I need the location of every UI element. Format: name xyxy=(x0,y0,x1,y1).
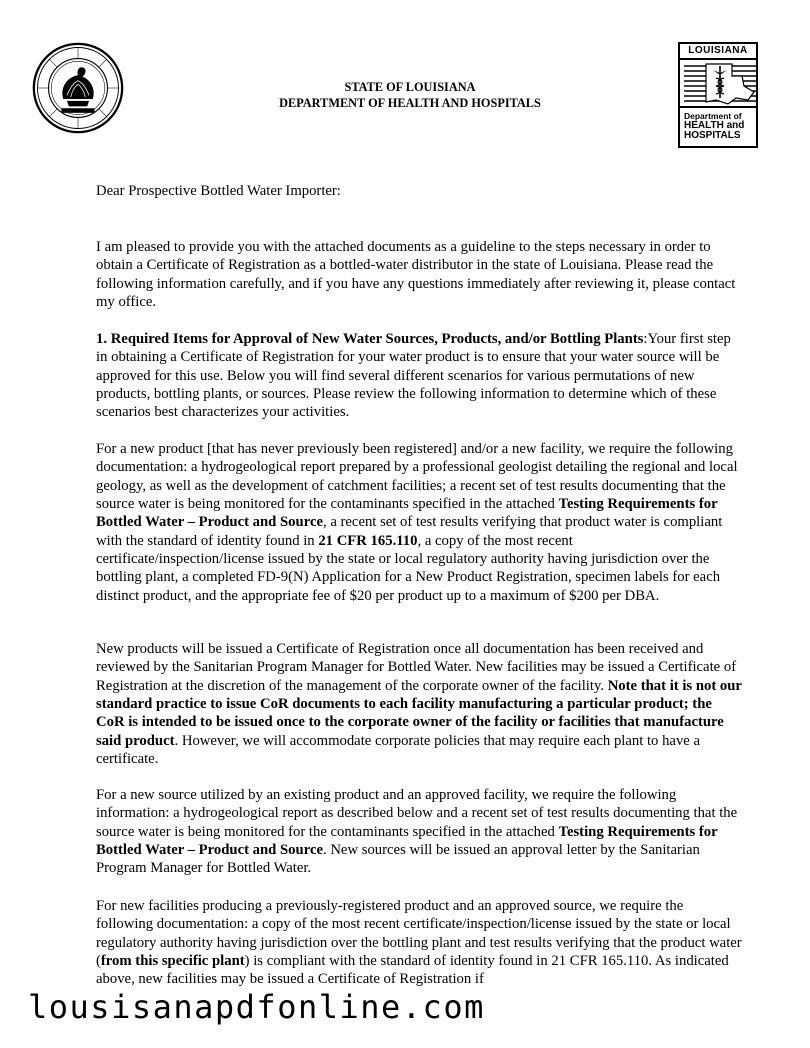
letterhead xyxy=(130,80,690,111)
intro-text: I am pleased to provide you with the attached documents as a guideline to the steps necessary in order to obtain a Certificate of Registration as a bottled-water distributor in the state of Louisiana. Please read the following information carefully, and if you have any questions immediately after reviewing it, please contact my office. xyxy=(96,239,736,311)
salutation xyxy=(96,182,744,200)
section-1-text: :Your first step in obtaining a Certificate of Registration for your water product is to ensure that your water source will be approved for this use. Below you will find several different scenarios for various permutations of new products, bottling plants, or sources. Please review the following information to determine which of these scenarios best characterizes your activities. xyxy=(96,331,731,421)
cor-practice-note: Note that it is not our standard practice to issue CoR documents to each facility manufacturing a particular product; the CoR is intended to be issued once to the corporate owner of the facility or facilities that manufacture said product xyxy=(96,677,742,749)
issuance-text-2: . However, we will accommodate corporate policies that may require each plant to have a certificate. xyxy=(96,732,700,768)
new-facility-text-1: For new facilities producing a previously-registered product and an approved source, we require the following documentation: a copy of the most recent certificate/inspection/license issued by the state or local regulatory authority having jurisdiction over the bottling plant and test results verifying that the product water ( xyxy=(96,898,742,970)
state-line: STATE OF LOUISIANA xyxy=(344,80,476,94)
intro-paragraph xyxy=(96,238,744,311)
section-1-paragraph xyxy=(96,330,744,422)
new-source-text-1: For a new source utilized by an existing product and an approved facility, we require the following information: a hydrogeological report as described below and a recent set of test results documenting that the source water is being monitored for the contaminants specified in the attached xyxy=(96,787,738,840)
logo-health: HEALTH and xyxy=(684,120,745,131)
salutation-text: Dear Prospective Bottled Water Importer: xyxy=(96,183,341,199)
testing-requirements-ref-2: Testing Requirements for Bottled Water – Product and Source xyxy=(96,823,718,859)
new-source-text-2: . New sources will be issued an approval letter by the Sanitarian Program Manager for Bottled Water. xyxy=(96,842,700,877)
testing-requirements-ref: Testing Requirements for Bottled Water – Product and Source xyxy=(96,496,718,531)
logo-hospitals: HOSPITALS xyxy=(684,130,741,141)
logo-louisiana: LOUISIANA xyxy=(680,44,756,60)
louisiana-map-icon xyxy=(682,62,758,106)
new-product-text-3: , a copy of the most recent certificate/inspection/license issued by the state or local regulatory authority having jurisdiction over the bottling plant, a completed FD-9(N) Application for a New Product Registration, specimen labels for each distinct product, and the appropriate fee of $20 per product up to a maximum of $200 per DBA. xyxy=(96,532,721,604)
specific-plant-emphasis: from this specific plant xyxy=(100,953,245,970)
new-source-paragraph xyxy=(96,786,744,878)
new-facility-paragraph xyxy=(96,897,744,989)
issuance-paragraph xyxy=(96,640,744,768)
issuance-text-1: New products will be issued a Certificate of Registration once all documentation has been received and reviewed by the Sanitarian Program Manager for Bottled Water. New facilities may be issued a Certificate of Registration at the discretion of the management of the corporate owner of the facility. xyxy=(96,641,737,694)
new-facility-text-2: ) is compliant with the standard of identity found in 21 CFR 165.110. As indicated above, new facilities may be issued a Certificate of Registration if xyxy=(96,953,729,988)
logo-department-text xyxy=(680,106,756,146)
new-product-paragraph xyxy=(96,440,744,605)
site-watermark: lousisanapdfonline.com xyxy=(28,988,485,1026)
cfr-ref: 21 CFR 165.110 xyxy=(318,532,418,549)
logo-department-of: Department of xyxy=(684,111,742,121)
new-product-text-1: For a new product [that has never previously been registered] and/or a new facility, we require the following documentation: a hydrogeological report prepared by a professional geologist detailing the regional and local geology, as well as the development of catchment facilities; a recent set of test results documenting that the source water is being monitored for the contaminants specified in the attached xyxy=(96,441,738,513)
department-line: DEPARTMENT OF HEALTH AND HOSPITALS xyxy=(279,95,541,110)
section-1-heading: 1. Required Items for Approval of New Water Sources, Products, and/or Bottling Plants xyxy=(96,331,644,347)
dhh-logo xyxy=(678,42,758,148)
louisiana-state-seal-icon xyxy=(32,42,124,134)
new-product-text-2: , a recent set of test results verifying that product water is compliant with the standard of identity found in xyxy=(96,514,723,549)
